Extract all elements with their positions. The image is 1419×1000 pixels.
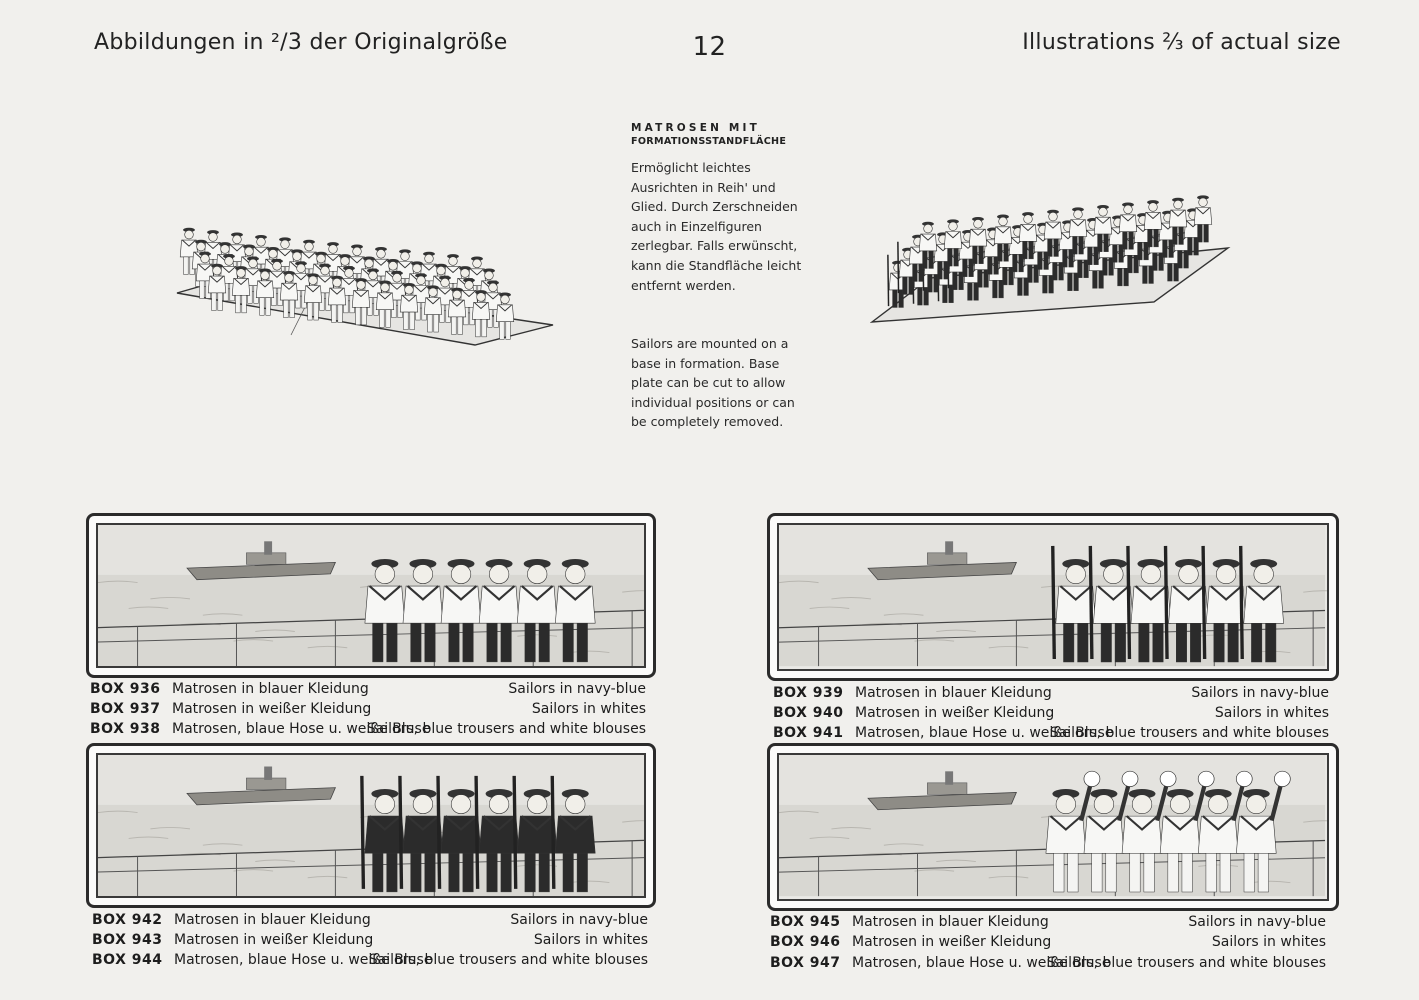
box-number: BOX 939 <box>773 685 844 701</box>
caption-german: Matrosen in blauer Kleidung <box>172 681 369 697</box>
box-number: BOX 942 <box>92 912 163 928</box>
caption-english: Sailors in whites <box>1214 705 1329 721</box>
box-number: BOX 940 <box>773 705 844 721</box>
box-number: BOX 941 <box>773 725 844 741</box>
description-subtitle: FORMATIONSSTANDFLÄCHE <box>631 136 787 147</box>
box-number: BOX 946 <box>770 934 841 950</box>
caption-english: Sailors, blue trousers and white blouses <box>368 952 648 968</box>
caption-german: Matrosen in weißer Kleidung <box>852 934 1052 950</box>
caption-row <box>770 932 1326 952</box>
caption-row <box>770 912 1326 932</box>
caption-english: Sailors in whites <box>1211 934 1326 950</box>
formation-illustration-left <box>175 195 557 347</box>
box-number: BOX 938 <box>90 721 161 737</box>
caption-row <box>90 679 646 699</box>
caption-english: Sailors, blue trousers and white blouses <box>366 721 646 737</box>
caption-english: Sailors in whites <box>531 701 646 717</box>
ship-scene-939 <box>779 525 1327 669</box>
formation-illustration-right <box>870 170 1232 338</box>
caption-row <box>773 683 1329 703</box>
box-illustration-939-941 <box>767 513 1339 681</box>
caption-row <box>92 950 648 970</box>
box-number: BOX 937 <box>90 701 161 717</box>
header-left: Abbildungen in ²/3 der Originalgröße <box>94 30 508 55</box>
caption-german: Matrosen in blauer Kleidung <box>174 912 371 928</box>
ship-scene-945 <box>779 755 1327 899</box>
box-number: BOX 936 <box>90 681 161 697</box>
ship-scene-936 <box>98 525 644 666</box>
caption-english: Sailors in navy-blue <box>510 912 648 928</box>
box-illustration-936-938 <box>86 513 656 678</box>
caption-german: Matrosen in blauer Kleidung <box>855 685 1052 701</box>
caption-row <box>773 703 1329 723</box>
ship-scene-942 <box>98 755 644 896</box>
caption-row <box>92 910 648 930</box>
caption-english: Sailors in whites <box>533 932 648 948</box>
caption-german: Matrosen, blaue Hose u. weiße Bluse <box>172 721 431 737</box>
caption-row <box>90 699 646 719</box>
box-number: BOX 947 <box>770 955 841 971</box>
description-title: MATROSEN MIT <box>631 122 761 134</box>
caption-english: Sailors in navy-blue <box>1188 914 1326 930</box>
caption-row <box>770 953 1326 973</box>
caption-german: Matrosen in weißer Kleidung <box>172 701 372 717</box>
caption-german: Matrosen, blaue Hose u. weiße Bluse <box>855 725 1114 741</box>
box-illustration-945-947 <box>767 743 1339 911</box>
caption-german: Matrosen in blauer Kleidung <box>852 914 1049 930</box>
caption-row <box>90 719 646 739</box>
caption-german: Matrosen in weißer Kleidung <box>855 705 1055 721</box>
caption-english: Sailors, blue trousers and white blouses <box>1046 955 1326 971</box>
caption-english: Sailors, blue trousers and white blouses <box>1049 725 1329 741</box>
page-number: 12 <box>692 32 727 62</box>
caption-english: Sailors in navy-blue <box>508 681 646 697</box>
description-german: Ermöglicht leichtes Ausrichten in Reih' und Glied. Durch Zerschneiden auch in Einzelfiguren zerlegbar. Falls erwünscht, kann die Standfläche leicht entfernt werden. <box>631 160 802 293</box>
caption-english: Sailors in navy-blue <box>1191 685 1329 701</box>
description-english: Sailors are mounted on a base in formation. Base plate can be cut to allow individual positions or can be completely removed. <box>631 336 795 430</box>
box-illustration-942-944 <box>86 743 656 908</box>
caption-german: Matrosen, blaue Hose u. weiße Bluse <box>174 952 433 968</box>
box-number: BOX 944 <box>92 952 163 968</box>
box-number: BOX 945 <box>770 914 841 930</box>
box-number: BOX 943 <box>92 932 163 948</box>
caption-german: Matrosen in weißer Kleidung <box>174 932 374 948</box>
caption-row <box>92 930 648 950</box>
header-right: Illustrations ⅔ of actual size <box>1022 30 1341 55</box>
caption-german: Matrosen, blaue Hose u. weiße Bluse <box>852 955 1111 971</box>
caption-row <box>773 723 1329 743</box>
